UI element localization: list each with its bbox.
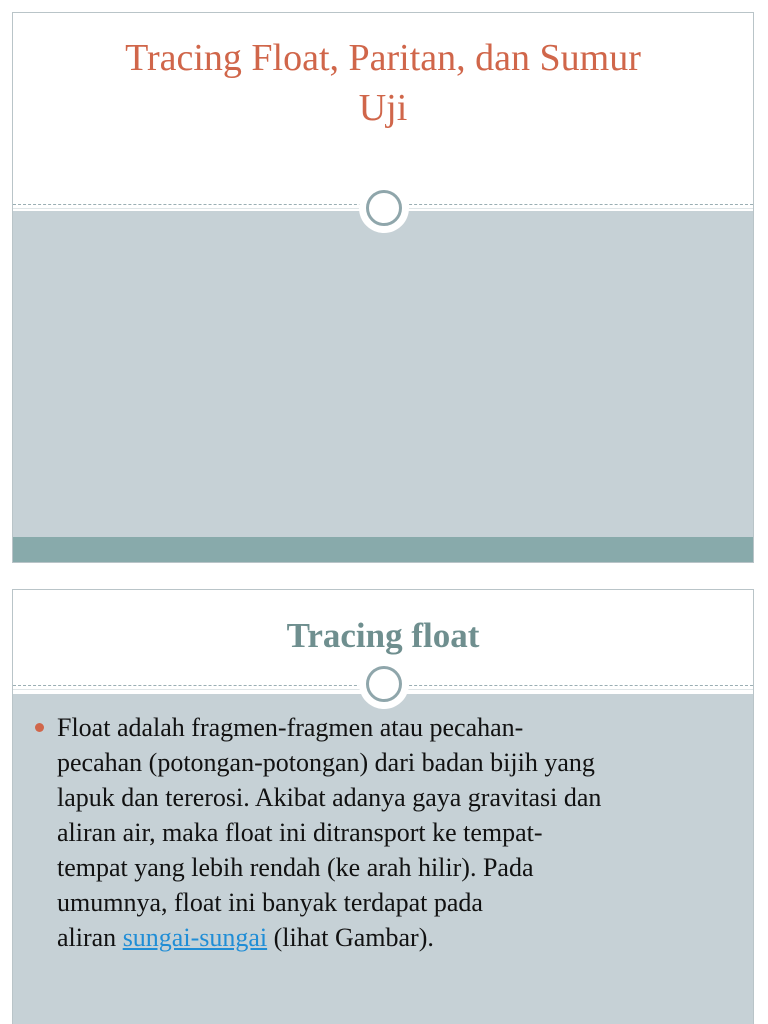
title-slide-header <box>13 13 753 211</box>
presentation-title <box>13 33 753 133</box>
bullet-list <box>33 710 733 955</box>
footer-bar <box>13 537 753 563</box>
title-slide-body <box>13 211 753 537</box>
presentation-title-line2: Uji <box>358 87 408 129</box>
ring-icon-inner <box>366 666 402 702</box>
bullet-line-prefix: aliran <box>57 923 123 952</box>
content-slide <box>12 589 754 1024</box>
bullet-line: Float adalah fragmen-fragmen atau pecahan- <box>57 713 524 742</box>
ring-icon <box>359 659 409 709</box>
bullet-line: lapuk dan tererosi. Akibat adanya gaya gravitasi dan <box>57 783 602 812</box>
bullet-line: tempat yang lebih rendah (ke arah hilir). Pada <box>57 853 534 882</box>
slide-heading: Tracing float <box>286 616 480 655</box>
ring-icon <box>359 183 409 233</box>
bullet-line-suffix: (lihat Gambar). <box>267 923 434 952</box>
bullet-line: aliran air, maka float ini ditransport ke tempat- <box>57 818 543 847</box>
sungai-link[interactable]: sungai-sungai <box>122 923 268 952</box>
presentation-title-line1: Tracing Float, Paritan, dan Sumur <box>125 37 641 79</box>
ring-icon-inner <box>366 190 402 226</box>
bullet-line: umumnya, float ini banyak terdapat pada <box>57 888 483 917</box>
bullet-dot-icon <box>35 723 44 732</box>
bullet-line: pecahan (potongan-potongan) dari badan bijih yang <box>57 748 595 777</box>
list-item <box>33 710 733 955</box>
title-slide <box>12 12 754 563</box>
